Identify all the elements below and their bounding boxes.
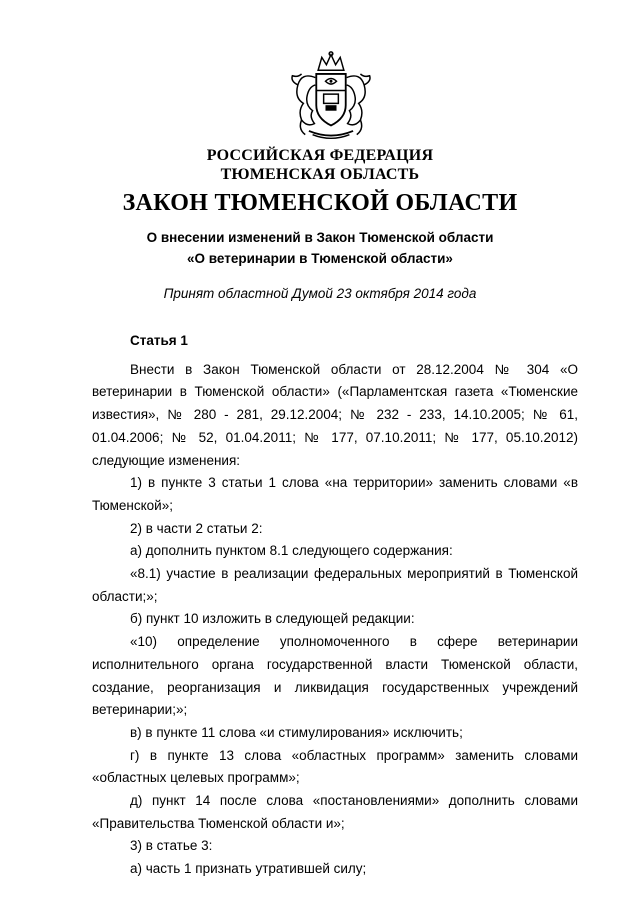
article-paragraph: 1) в пункте 3 статьи 1 слова «на территории» заменить словами «в Тюменской»; (92, 475, 578, 513)
article-paragraph: 2) в части 2 статьи 2: (130, 520, 263, 536)
article-paragraph: г) в пункте 13 слова «областных программ» заменить словами «областных целевых программ»; (92, 747, 578, 786)
coat-of-arms-icon (285, 50, 377, 142)
adoption-note: Принят областной Думой 23 октября 2014 года (163, 286, 477, 301)
article-paragraph: «8.1) участие в реализации федеральных мероприятий в Тюменской области;»; (92, 566, 578, 604)
header-country: РОССИЙСКАЯ ФЕДЕРАЦИЯ (206, 147, 434, 164)
article-body (92, 330, 578, 881)
law-title-line-1: О внесении изменений в Закон Тюменской области (146, 230, 494, 245)
article-paragraph: 3) в статье 3: (130, 838, 213, 854)
article-paragraph: д) пункт 14 после слова «постановлениями» дополнить словами «Правительства Тюменской области и»; (92, 793, 578, 831)
article-paragraph: в) в пункте 11 слова «и стимулирования» исключить; (130, 724, 463, 740)
article-paragraph: б) пункт 10 изложить в следующей редакции: (130, 611, 415, 627)
document-type-title: ЗАКОН ТЮМЕНСКОЙ ОБЛАСТИ (122, 190, 518, 216)
article-paragraph: «10) определение уполномоченного в сфере ветеринарии исполнительного органа государственной власти Тюменской области, создание, реорганизация и ликвидация государственных учреждений ветеринарии;»; (92, 634, 578, 718)
article-paragraph: Внести в Закон Тюменской области от 28.12.2004 № 304 «О ветеринарии в Тюменской области» («Парламентская газета «Тюменские известия», № 280 - 281, 29.12.2004; № 232 - 233, 14.10.2005; № 61, 01.04.2006; № 52, 01.04.2011; № 177, 07.10.2011; № 177, 05.10.2012) следующие изменения: (92, 361, 578, 468)
article-paragraph: а) дополнить пунктом 8.1 следующего содержания: (130, 543, 453, 559)
header-region: ТЮМЕНСКАЯ ОБЛАСТЬ (220, 166, 420, 183)
law-title-line-2: «О ветеринарии в Тюменской области» (187, 251, 453, 266)
article-paragraph: а) часть 1 признать утратившей силу; (130, 861, 367, 877)
article-heading: Статья 1 (130, 333, 188, 348)
